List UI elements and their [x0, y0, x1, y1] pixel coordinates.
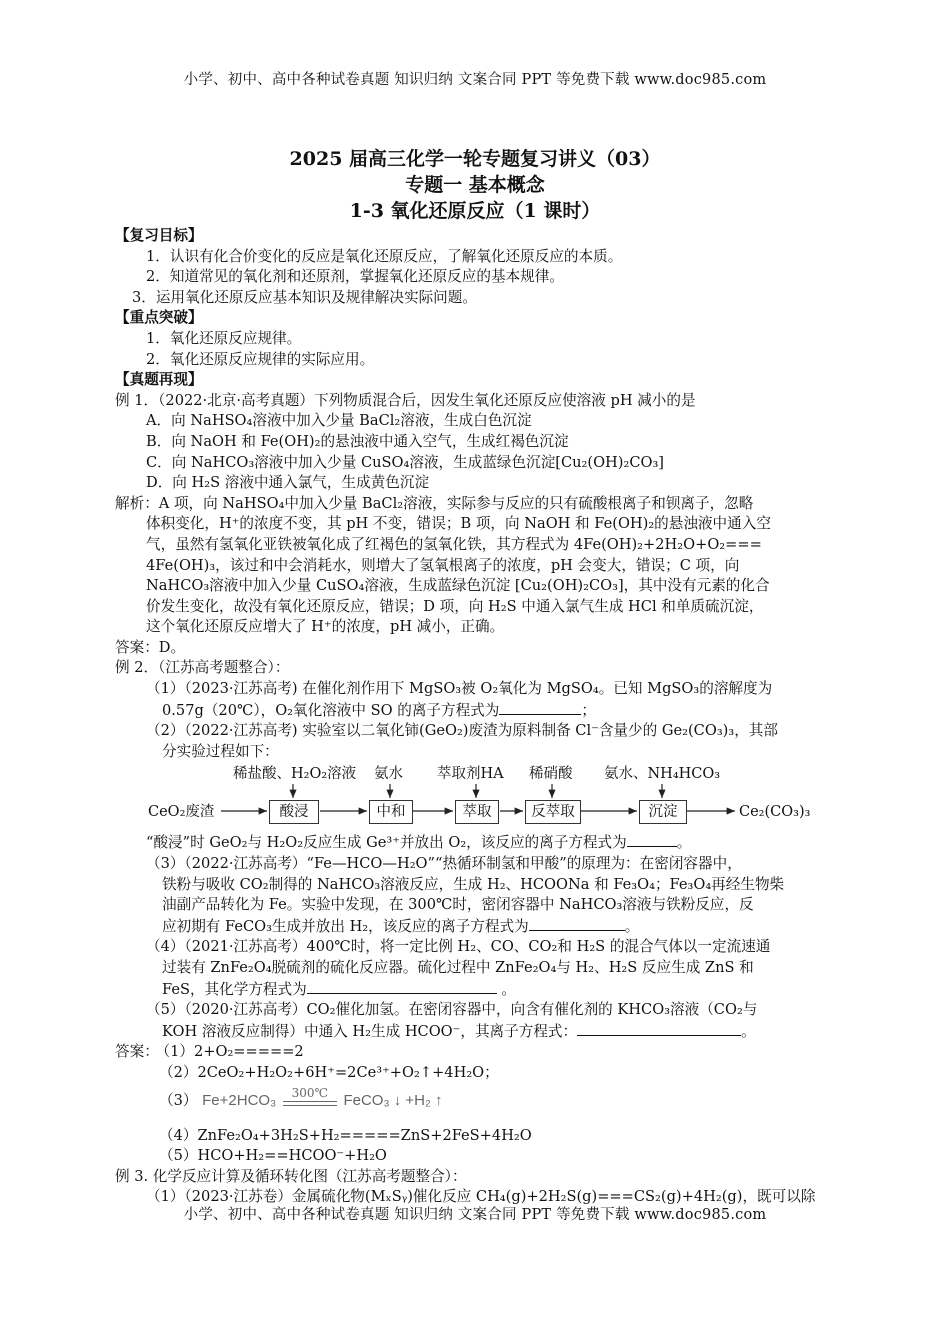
- example2-q2-line: 分实验过程如下：: [162, 742, 279, 760]
- answer-label: 答案：: [115, 1043, 159, 1061]
- example2-q4-line: [115, 979, 840, 1001]
- process-flow-diagram: [115, 764, 840, 832]
- section-goals: 【复习目标】: [115, 227, 203, 244]
- example2-q3-line: 铁粉与吸收 CO₂制得的 NaHCO₃溶液反应，生成 H₂、HCOONa 和 Fe₃O₄；Fe₃O₄再经生物柴: [162, 875, 785, 893]
- flow-step: 反萃取: [525, 800, 581, 824]
- example2-q5-text: KOH 溶液反应制得）中通入 H₂生成 HCOO⁻，其离子方程式：: [162, 1022, 578, 1040]
- example2-q1-line: （1）（2023·江苏高考) 在催化剂作用下 MgSO₃被 O₂氧化为 MgSO₄。已知 MgSO₃的溶解度为: [146, 680, 773, 698]
- example1-option-d: D．向 H₂S 溶液中通入氯气，生成黄色沉淀: [146, 474, 430, 492]
- goal-item: 2．知道常见的氧化剂和还原剂，掌握氧化还原反应的基本规律。: [146, 268, 564, 286]
- example2-q4-tail: 。: [496, 980, 516, 998]
- main-title: 2025 届高三化学一轮专题复习讲义（03）: [289, 148, 661, 170]
- example2-q5-tail: 。: [741, 1022, 756, 1040]
- answer3-left: Fe+2HCO₃: [202, 1091, 277, 1109]
- answer-blank[interactable]: [577, 1021, 741, 1036]
- flow-step: 沉淀: [639, 800, 687, 824]
- example2-q5-line: [115, 1021, 840, 1043]
- example2-q4-line: （4）（2021·江苏高考）400℃时，将一定比例 H₂、CO、CO₂和 H₂S 的混合气体以一定流速通: [146, 938, 771, 956]
- answer-item: （5）HCO+H₂==HCOO⁻+H₂O: [159, 1147, 387, 1165]
- document-body: [115, 226, 840, 1208]
- answer-item: （4）ZnFe₂O₄+3H₂S+H₂=====ZnS+2FeS+4H₂O: [159, 1126, 532, 1144]
- example3-stem: 例 3. 化学反应计算及循环转化图（江苏高考题整合）：: [115, 1167, 467, 1185]
- example2-q3-text: 应初期有 FeCO₃生成并放出 H₂，该反应的离子方程式为: [162, 917, 529, 935]
- example1-option-c: C．向 NaHCO₃溶液中加入少量 CuSO₄溶液，生成蓝绿色沉淀[Cu₂(OH)₂CO₃]: [146, 453, 664, 471]
- example1-analysis-line: 解析：A 项，向 NaHSO₄中加入少量 BaCl₂溶液，实际参与反应的只有硫酸根离子和钡离子，忽略: [115, 494, 754, 512]
- answer-blank[interactable]: [627, 832, 677, 847]
- reagent-label: 氨水、NH₄HCO₃: [604, 766, 721, 783]
- page-header: 小学、初中、高中各种试卷真题 知识归纳 文案合同 PPT 等免费下载 www.doc985.com: [183, 72, 767, 88]
- example2-q5-line: （5）（2020·江苏高考）CO₂催化加氢。在密闭容器中，向含有催化剂的 KHCO₃溶液（CO₂与: [146, 1001, 758, 1019]
- example2-stem: 例 2．（江苏高考题整合）：: [115, 659, 290, 677]
- example1-analysis-line: 气，虽然有氢氧化亚铁被氧化成了红褐色的氢氧化铁，其方程式为 4Fe(OH)₂+2H₂O+O₂===: [146, 535, 762, 553]
- example1-answer: 答案：D。: [115, 638, 186, 656]
- example1-analysis-line: NaHCO₃溶液中加入少量 CuSO₄溶液，生成蓝绿色沉淀 [Cu₂(OH)₂CO₃]，其中没有元素的化合: [146, 577, 770, 595]
- flow-step: 酸浸: [269, 800, 319, 824]
- page-footer: 小学、初中、高中各种试卷真题 知识归纳 文案合同 PPT 等免费下载 www.doc985.com: [183, 1207, 767, 1223]
- section-real-questions: 【真题再现】: [115, 371, 203, 389]
- example1-stem: 例 1．（2022·北京·高考真题）下列物质混合后，因发生氧化还原反应使溶液 pH 减小的是: [115, 391, 696, 409]
- answer-blank[interactable]: [499, 700, 581, 715]
- example1-analysis-line: 这个氧化还原反应增大了 H⁺的浓度，pH 减小，正确。: [146, 618, 505, 636]
- example1-option-b: B．向 NaOH 和 Fe(OH)₂的悬浊液中通入空气，生成红褐色沉淀: [146, 432, 569, 450]
- topic-title: 专题一 基本概念: [405, 174, 545, 196]
- flow-end: Ce₂(CO₃)₃: [739, 804, 811, 821]
- example2-q2-line: （2）（2022·江苏高考) 实验室以二氧化铈(GeO₂)废渣为原料制备 Cl⁻含量少的 Ge₂(CO₃)₃，其部: [146, 722, 778, 740]
- answer3-condition: 300℃: [291, 1085, 328, 1100]
- example2-q1-text: 0.57g（20℃），O₂氧化溶液中 SO 的离子方程式为: [162, 701, 500, 719]
- reagent-label: 稀盐酸、H₂O₂溶液: [233, 766, 357, 783]
- example2-q1-tail: ；: [581, 701, 597, 719]
- example2-answers-label: [115, 1042, 840, 1063]
- example2-q3-line: 油副产品转化为 Fe。实验中发现，在 300℃时，密闭容器中 NaHCO₃溶液与铁粉反应，反: [162, 896, 754, 914]
- goal-item: 1．认识有化合价变化的反应是氧化还原反应，了解氧化还原反应的本质。: [146, 247, 623, 265]
- reagent-label: 稀硝酸: [529, 766, 573, 783]
- example1-analysis-line: 4Fe(OH)₃，该过和中会消耗水，则增大了氢氧根离子的浓度，pH 会变大，错误；C 项，向: [146, 556, 740, 574]
- reagent-label: 萃取剂HA: [437, 766, 504, 783]
- answer-blank[interactable]: [307, 979, 497, 994]
- focus-item: 1．氧化还原反应规律。: [146, 329, 302, 347]
- answer3-label: （3）: [159, 1091, 198, 1109]
- example2-q1-line: [115, 700, 840, 722]
- answer3-right: FeCO₃ ↓ +H₂ ↑: [343, 1091, 443, 1109]
- example2-q3-line: （3）（2022·江苏高考）“Fe—HCO—H₂O”“热循环制氢和甲酸”的原理为：在密闭容器中，: [146, 855, 742, 873]
- goal-item: 3．运用氧化还原反应基本知识及规律解决实际问题。: [132, 288, 477, 306]
- answer-blank[interactable]: [529, 916, 625, 931]
- example2-q2b-tail: 。: [676, 834, 692, 852]
- example2-q3-tail: 。: [624, 917, 640, 935]
- title-block: [0, 146, 950, 224]
- flow-start: CeO₂废渣: [148, 804, 215, 821]
- example2-q2b-text: “酸浸”时 GeO₂与 H₂O₂反应生成 Ge³⁺并放出 O₂，该反应的离子方程式为: [146, 834, 627, 852]
- focus-item: 2．氧化还原反应规律的实际应用。: [146, 350, 375, 368]
- equals-sign-icon: [283, 1101, 337, 1106]
- example3-q1-line: （1）（2023·江苏卷）金属硫化物(MₓSᵧ)催化反应 CH₄(g)+2H₂S(g)===CS₂(g)+4H₂(g)，既可以除: [146, 1188, 816, 1206]
- example1-analysis-line: 体积变化，H⁺的浓度不变，其 pH 不变，错误；B 项，向 NaOH 和 Fe(OH)₂的悬浊液中通入空: [146, 515, 771, 533]
- example2-q4-text: FeS，其化学方程式为: [162, 980, 307, 998]
- lesson-title: 1-3 氧化还原反应（1 课时）: [349, 200, 601, 222]
- flow-step: 萃取: [455, 800, 499, 824]
- example2-q2b-line: [115, 832, 840, 854]
- example1-analysis-line: 价发生变化，故没有氧化还原反应，错误；D 项，向 H₂S 中通入氯气生成 HCl 和单质硫沉淀，: [146, 597, 764, 615]
- reagent-label: 氨水: [374, 766, 403, 783]
- answer-item-3: [115, 1084, 840, 1118]
- answer-item: （1）2+O₂=====2: [162, 1043, 304, 1061]
- example1-option-a: A．向 NaHSO₄溶液中加入少量 BaCl₂溶液，生成白色沉淀: [146, 412, 532, 430]
- section-focus: 【重点突破】: [115, 309, 203, 327]
- flow-step: 中和: [369, 800, 413, 824]
- example2-q4-line: 过装有 ZnFe₂O₄脱硫剂的硫化反应器。硫化过程中 ZnFe₂O₄与 H₂、H₂S 反应生成 ZnS 和: [162, 959, 754, 976]
- answer-item: （2）2CeO₂+H₂O₂+6H⁺=2Ce³⁺+O₂↑+4H₂O；: [159, 1063, 499, 1081]
- example2-q3-line: [115, 916, 840, 938]
